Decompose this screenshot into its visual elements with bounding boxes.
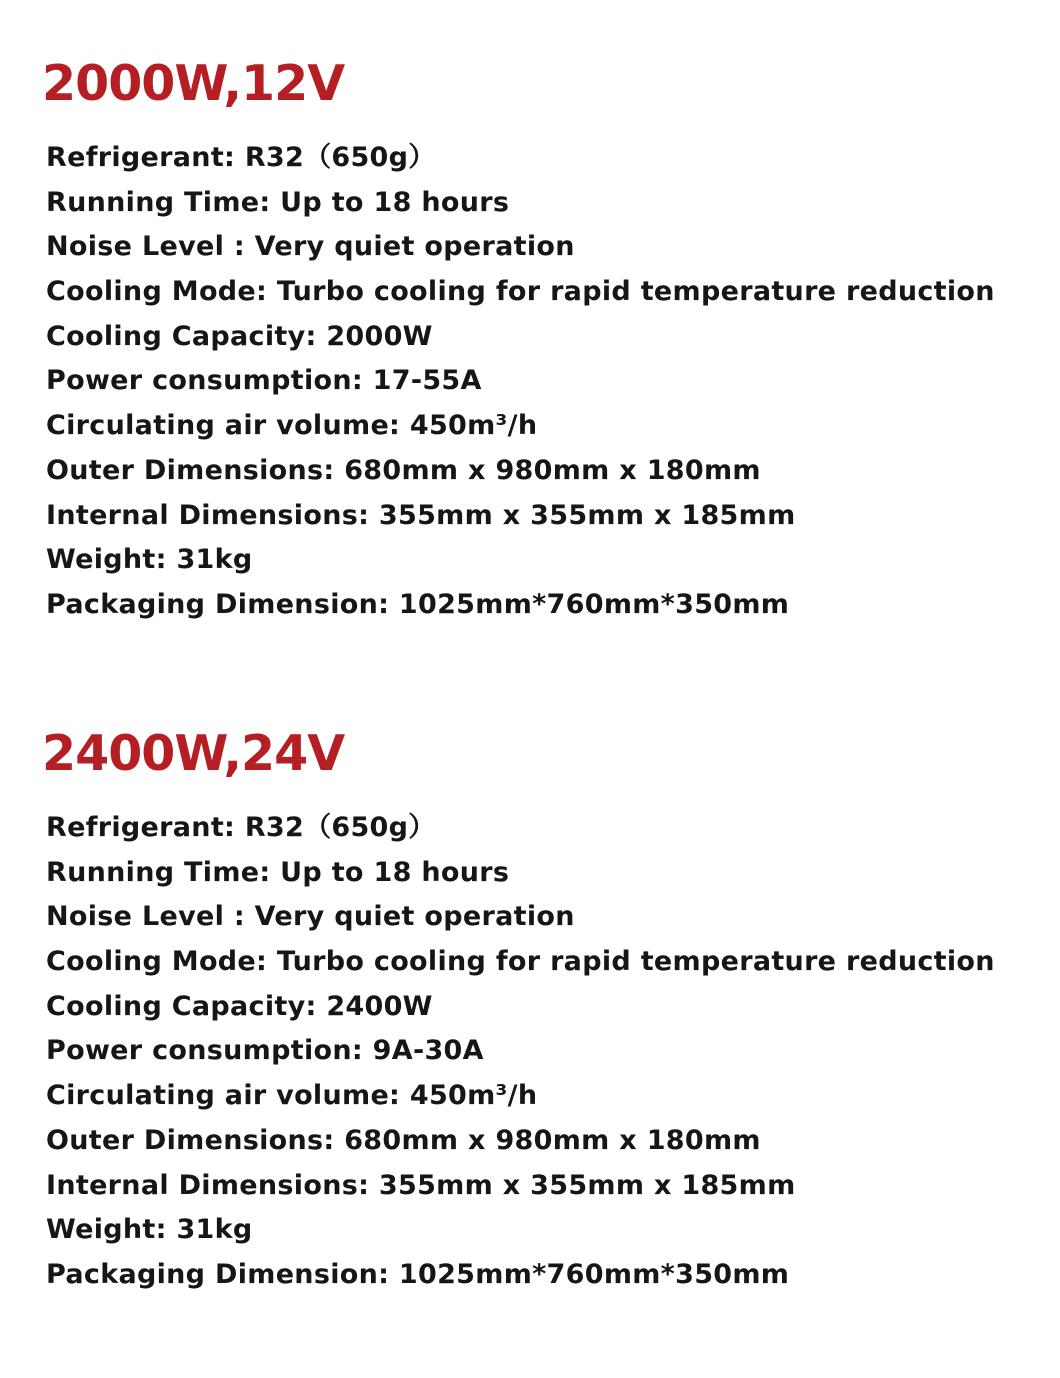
spec-cooling-capacity: Cooling Capacity: 2000W [46, 320, 433, 352]
spec-list [46, 136, 995, 628]
spec-weight: Weight: 31kg [46, 1214, 253, 1246]
spec-weight: Weight: 31kg [46, 544, 253, 576]
spec-cooling-capacity: Cooling Capacity: 2400W [46, 990, 433, 1022]
spec-running-time: Running Time: Up to 18 hours [46, 856, 510, 888]
spec-list [46, 806, 995, 1298]
spec-noise-level: Noise Level : Very quiet operation [46, 231, 575, 263]
spec-cooling-mode: Cooling Mode: Turbo cooling for rapid temperature reduction [46, 276, 995, 308]
spec-power-consumption: Power consumption: 9A-30A [46, 1035, 484, 1067]
spec-packaging-dimension: Packaging Dimension: 1025mm*760mm*350mm [46, 588, 790, 620]
spec-air-volume: Circulating air volume: 450m³/h [46, 410, 538, 442]
spec-running-time: Running Time: Up to 18 hours [46, 186, 510, 218]
spec-outer-dimensions: Outer Dimensions: 680mm x 980mm x 180mm [46, 454, 761, 486]
spec-internal-dimensions: Internal Dimensions: 355mm x 355mm x 185mm [46, 1169, 796, 1201]
section-title: 2400W,24V [42, 725, 345, 782]
spec-internal-dimensions: Internal Dimensions: 355mm x 355mm x 185mm [46, 499, 796, 531]
spec-packaging-dimension: Packaging Dimension: 1025mm*760mm*350mm [46, 1258, 790, 1290]
spec-refrigerant: Refrigerant: R32（650g） [46, 142, 436, 173]
spec-refrigerant: Refrigerant: R32（650g） [46, 812, 436, 843]
spec-air-volume: Circulating air volume: 450m³/h [46, 1080, 538, 1112]
spec-cooling-mode: Cooling Mode: Turbo cooling for rapid temperature reduction [46, 946, 995, 978]
section-title: 2000W,12V [42, 55, 345, 112]
spec-outer-dimensions: Outer Dimensions: 680mm x 980mm x 180mm [46, 1124, 761, 1156]
spec-noise-level: Noise Level : Very quiet operation [46, 901, 575, 933]
spec-power-consumption: Power consumption: 17-55A [46, 365, 482, 397]
